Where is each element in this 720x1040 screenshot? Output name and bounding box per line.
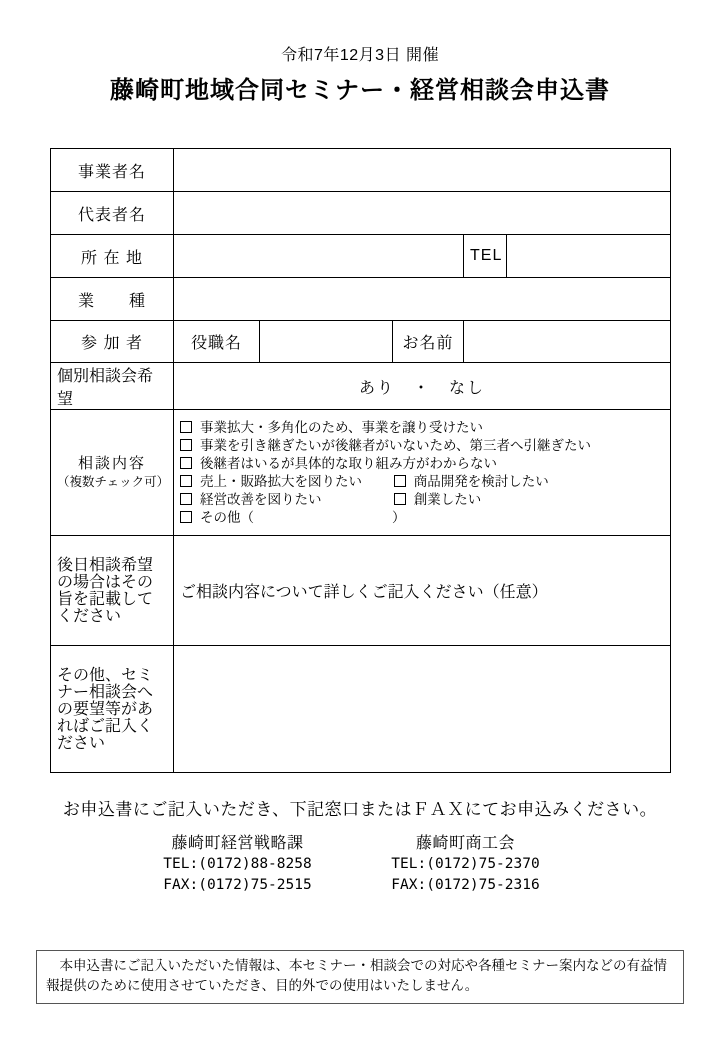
- privacy-notice: 本申込書にご記入いただいた情報は、本セミナー・相談会での対応や各種セミナー案内などの有益情報提供のために使用させていただき、目的外での使用はいたしません。: [36, 950, 684, 1004]
- representative-input[interactable]: [174, 192, 671, 235]
- row-industry: [51, 278, 671, 321]
- other-requests-label: その他、セミナー相談会への要望等があればご記入ください: [51, 646, 174, 773]
- participant-name-input[interactable]: [464, 321, 671, 363]
- other-close-paren: ）: [392, 509, 406, 525]
- checkbox-line-other: [180, 509, 664, 527]
- page-title: 藤崎町地域合同セミナー・経営相談会申込書: [110, 77, 610, 104]
- consultation-label-cell: [51, 410, 174, 536]
- checkbox-label-management-improvement: 経営改善を図りたい: [200, 491, 322, 507]
- checkbox-management-improvement-icon[interactable]: [180, 493, 192, 505]
- industry-label: 業 種: [51, 278, 174, 321]
- checkbox-label-sales-expansion: 売上・販路拡大を図りたい: [200, 473, 362, 489]
- event-date: 令和7年12月3日 開催: [280, 47, 440, 64]
- contact-strategy-division: [150, 833, 325, 896]
- representative-label: 代表者名: [51, 192, 174, 235]
- consultation-options-cell: [174, 410, 671, 536]
- contact-commerce-association: [378, 833, 553, 896]
- contact-name: 藤崎町経営戦略課: [171, 835, 304, 852]
- checkbox-line: [180, 455, 664, 473]
- checkbox-pair-right: [394, 474, 549, 489]
- checkbox-successor-unclear-icon[interactable]: [180, 457, 192, 469]
- checkbox-label-product-development: 商品開発を検討したい: [413, 473, 549, 489]
- job-title-input[interactable]: [260, 321, 393, 363]
- checkbox-label-successor-unclear: 後継者はいるが具体的な取り組み方がわからない: [200, 455, 497, 471]
- checkbox-succession-third-party-icon[interactable]: [180, 439, 192, 451]
- individual-consultation-cell: [174, 363, 671, 410]
- checkbox-sales-expansion-icon[interactable]: [180, 475, 192, 487]
- contact-name: 藤崎町商工会: [415, 835, 515, 852]
- row-individual-consultation: [51, 363, 671, 410]
- later-consultation-input[interactable]: [174, 536, 671, 646]
- job-title-label: 役職名: [174, 321, 260, 363]
- individual-consultation-label: 個別相談会希望: [51, 363, 174, 410]
- checkbox-other-icon[interactable]: [180, 511, 192, 523]
- checkbox-startup-icon[interactable]: [394, 493, 406, 505]
- contact-tel: TEL:(0172)75-2370: [391, 856, 540, 872]
- row-other-requests: [51, 646, 671, 773]
- checkbox-pair-right: [394, 492, 482, 507]
- tel-input[interactable]: [507, 235, 671, 278]
- row-consultation-content: [51, 410, 671, 536]
- checkbox-label-startup: 創業したい: [413, 491, 482, 507]
- contact-fax: FAX:(0172)75-2316: [391, 877, 540, 893]
- individual-consultation-options[interactable]: あり ・ なし: [359, 379, 486, 397]
- checkbox-product-development-icon[interactable]: [394, 475, 406, 487]
- row-participant: [51, 321, 671, 363]
- consultation-label-note: （複数チェック可）: [57, 474, 170, 489]
- checkbox-line: [180, 473, 664, 491]
- application-form-table: [50, 148, 671, 773]
- checkbox-label-other: その他（: [200, 509, 254, 525]
- checkbox-label-business-takeover: 事業拡大・多角化のため、事業を譲り受けたい: [200, 419, 483, 435]
- industry-input[interactable]: [174, 278, 671, 321]
- checkbox-pair-left: [180, 491, 390, 509]
- apply-instruction: お申込書にご記入いただき、下記窓口またはＦＡＸにてお申込みください。: [62, 800, 658, 819]
- checkbox-business-takeover-icon[interactable]: [180, 421, 192, 433]
- tel-label: TEL: [464, 235, 507, 278]
- row-business-name: [51, 149, 671, 192]
- contact-fax: FAX:(0172)75-2515: [163, 877, 312, 893]
- row-address: [51, 235, 671, 278]
- checkbox-pair-left: [180, 473, 390, 491]
- participant-name-label: お名前: [393, 321, 464, 363]
- business-name-label: 事業者名: [51, 149, 174, 192]
- later-consultation-hint: ご相談内容について詳しくご記入ください（任意）: [180, 584, 548, 601]
- participant-label: 参 加 者: [51, 321, 174, 363]
- row-later-consultation: [51, 536, 671, 646]
- consultation-label: 相談内容: [77, 454, 146, 472]
- contact-tel: TEL:(0172)88-8258: [163, 856, 312, 872]
- checkbox-line: [180, 419, 664, 437]
- row-representative: [51, 192, 671, 235]
- later-consultation-label: 後日相談希望の場合はその旨を記載してください: [51, 536, 174, 646]
- checkbox-line: [180, 491, 664, 509]
- address-label: 所 在 地: [51, 235, 174, 278]
- other-requests-input[interactable]: [174, 646, 671, 773]
- address-input[interactable]: [174, 235, 464, 278]
- checkbox-line: [180, 437, 664, 455]
- checkbox-label-succession-third-party: 事業を引き継ぎたいが後継者がいないため、第三者へ引継ぎたい: [200, 437, 591, 453]
- business-name-input[interactable]: [174, 149, 671, 192]
